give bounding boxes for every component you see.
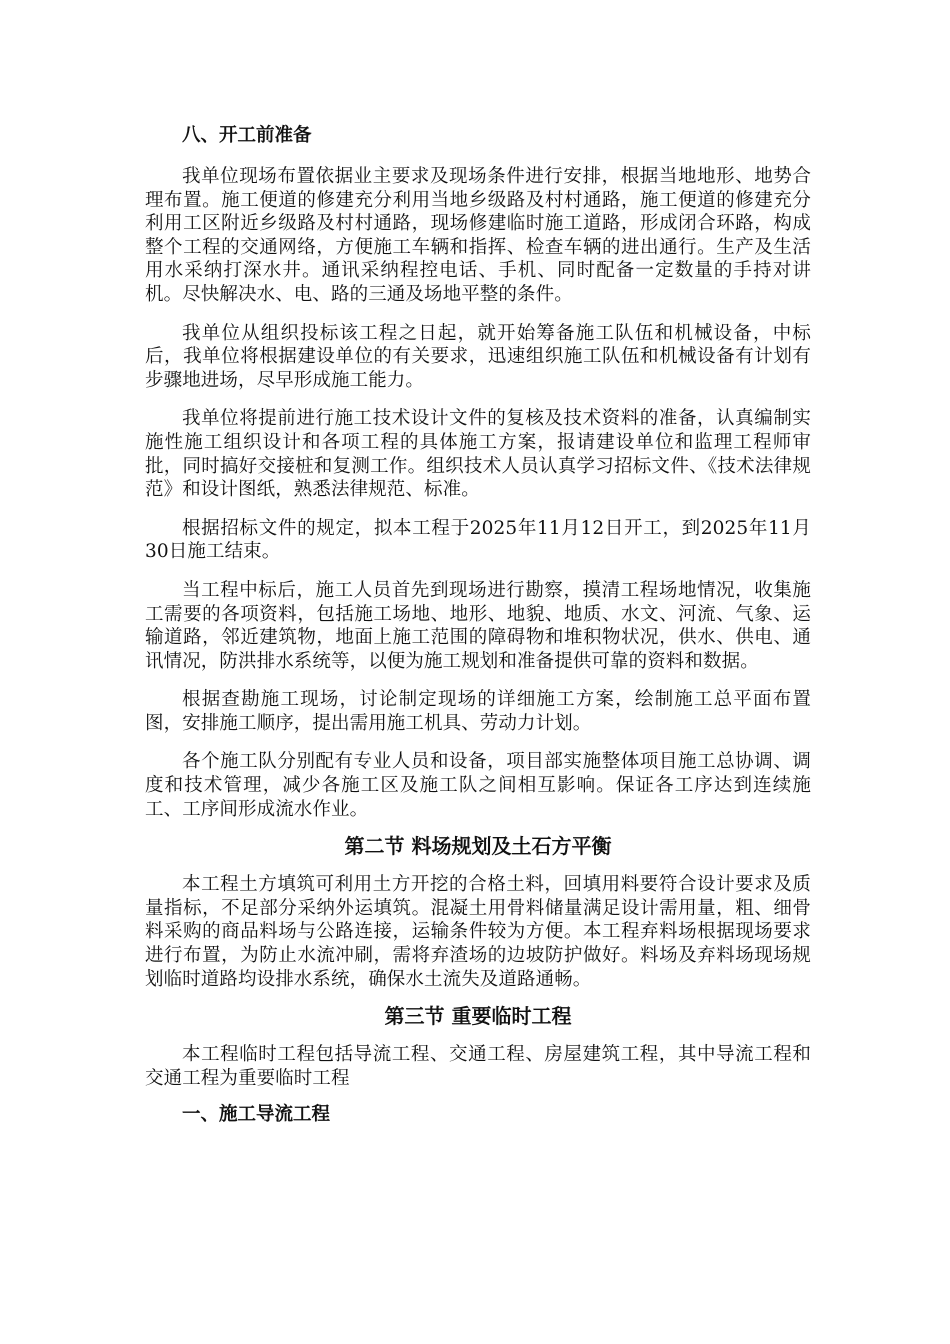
section-heading-8: 八、开工前准备 xyxy=(182,125,312,146)
paragraph-construction-plan: 根据查勘施工现场，讨论制定现场的详细施工方案，绘制施工总平面布置图，安排施工顺序，提出需用施工机具、劳动力计划。 xyxy=(145,689,811,734)
paragraph-technical-prep: 我单位将提前进行施工技术设计文件的复核及技术资料的准备，认真编制实施性施工组织设计和各项工程的具体施工方案，报请建设单位和监理工程师审批，同时搞好交接桩和复测工作。组织技术人员认真学习招标文件、《技术法律规范》和设计图纸，熟悉法律规范、标准。 xyxy=(145,408,811,501)
paragraph-temporary-works: 本工程临时工程包括导流工程、交通工程、房屋建筑工程，其中导流工程和交通工程为重要临时工程 xyxy=(145,1044,811,1089)
paragraph-site-survey: 当工程中标后，施工人员首先到现场进行勘察，摸清工程场地情况，收集施工需要的各项资料，包括施工场地、地形、地貌、地质、水文、河流、气象、运输道路，邻近建筑物，地面上施工范围的障碍物和堆积物状况，供水、供电、通讯情况，防洪排水系统等，以便为施工规划和准备提供可靠的资料和数据。 xyxy=(145,579,811,672)
paragraph-material-yard: 本工程土方填筑可利用土方开挖的合格土料，回填用料要符合设计要求及质量指标，不足部分采纳外运填筑。混凝土用骨料储量满足设计需用量，粗、细骨料采购的商品料场与公路连接，运输条件较为方便。本工程弃料场根据现场要求进行布置，为防止水流冲刷，需将弃渣场的边坡防护做好。料场及弃料场现场规划临时道路均设排水系统，确保水土流失及道路通畅。 xyxy=(145,874,811,990)
paragraph-schedule: 根据招标文件的规定，拟本工程于2025年11月12日开工，到2025年11月30日施工结束。 xyxy=(145,517,811,563)
subsection-heading-diversion: 一、施工导流工程 xyxy=(182,1104,331,1126)
paragraph-coordination: 各个施工队分别配有专业人员和设备，项目部实施整体项目施工总协调、调度和技术管理，减少各施工区及施工队之间相互影响。保证各工序达到连续施工、工序间形成流水作业。 xyxy=(145,751,811,820)
paragraph-site-layout: 我单位现场布置依据业主要求及现场条件进行安排，根据当地地形、地势合理布置。施工便道的修建充分利用当地乡级路及村村通路，施工便道的修建充分利用工区附近乡级路及村村通路，现场修建临时施工道路，形成闭合环路，构成整个工程的交通网络，方便施工车辆和指挥、检查车辆的进出通行。生产及生活用水采纳打深水井。通讯采纳程控电话、手机、同时配备一定数量的手持对讲机。尽快解决水、电、路的三通及场地平整的条件。 xyxy=(145,166,811,305)
section-title-2: 第二节 料场规划及土石方平衡 xyxy=(344,834,612,859)
document-page xyxy=(145,118,811,1128)
section-title-3: 第三节 重要临时工程 xyxy=(384,1004,572,1029)
paragraph-mobilization: 我单位从组织投标该工程之日起，就开始筹备施工队伍和机械设备，中标后，我单位将根据建设单位的有关要求，迅速组织施工队伍和机械设备有计划有步骤地进场，尽早形成施工能力。 xyxy=(145,322,811,391)
